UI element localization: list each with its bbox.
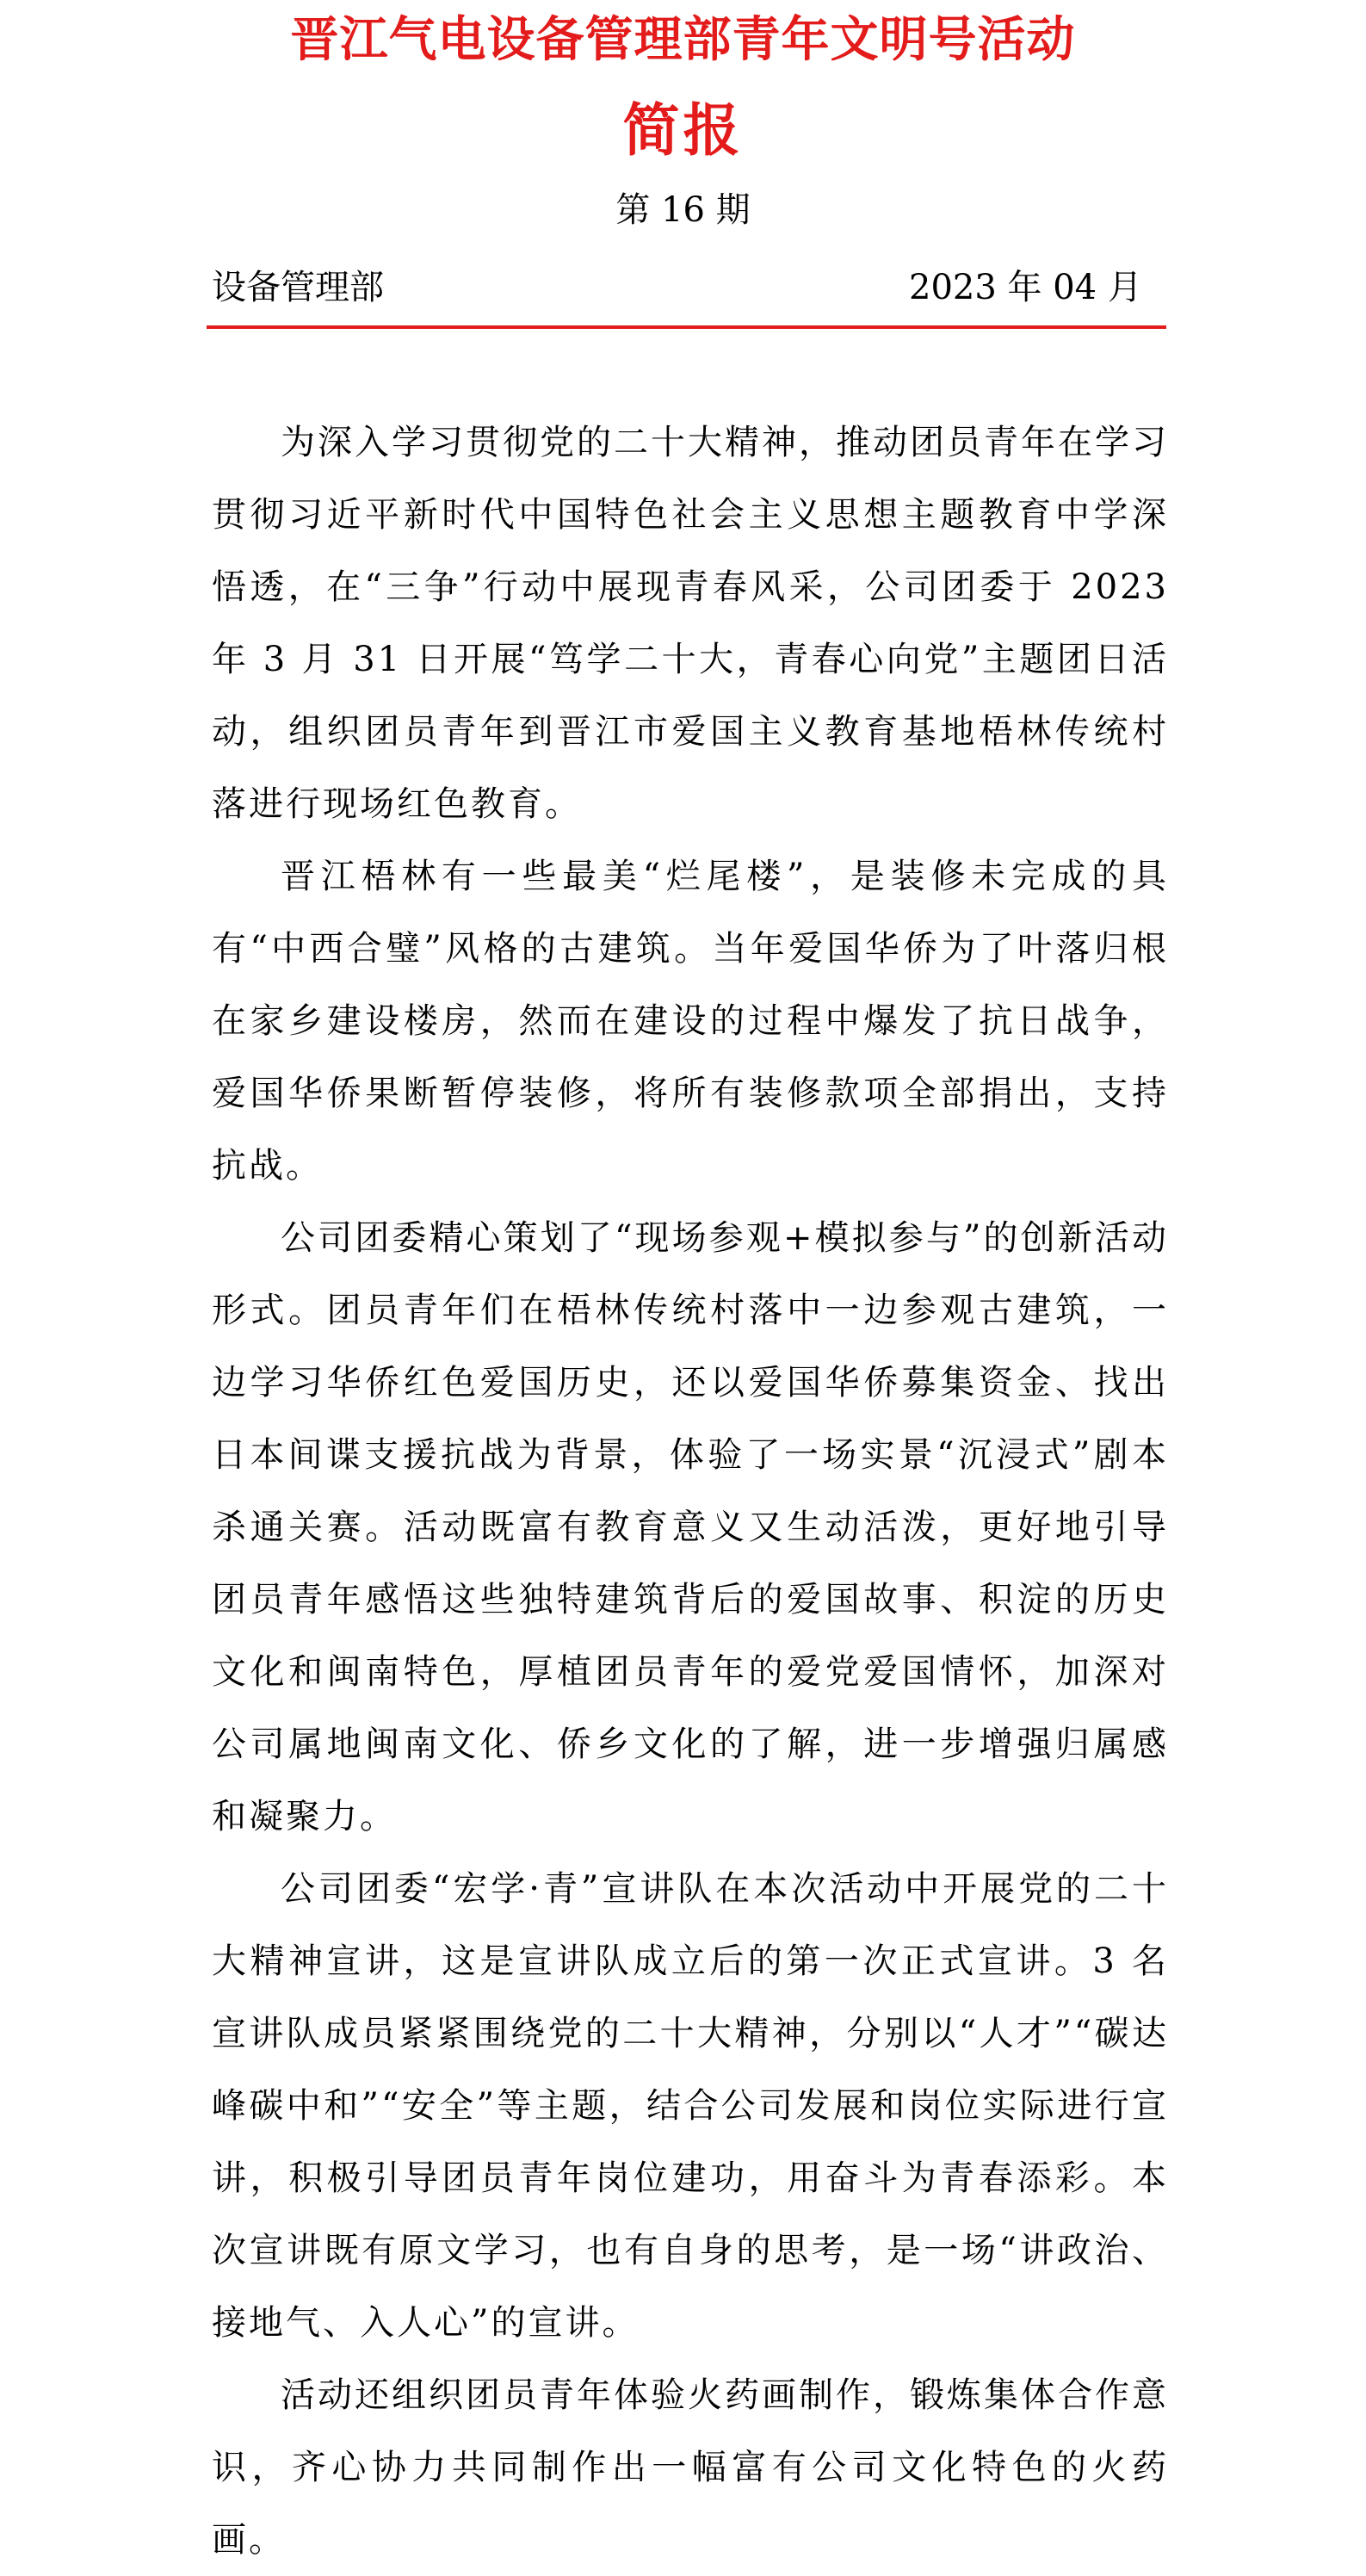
- bulletin-title: 晋江气电设备管理部青年文明号活动: [290, 11, 1076, 68]
- article-body: [212, 406, 1169, 2576]
- issue-number: 第 16 期: [615, 190, 751, 230]
- paragraph-4: 公司团委“宏学·青”宣讲队在本次活动中开展党的二十大精神宣讲，这是宣讲队成立后的第一次正式宣讲。3 名宣讲队成员紧紧围绕党的二十大精神，分别以“人才”“碳达峰碳中和”“安全”等主题，结合公司发展和岗位实际进行宣讲，积极引导团员青年岗位建功，用奋斗为青春添彩。本次宣讲既有原文学习，也有自身的思考，是一场“讲政治、接地气、入人心”的宣讲。: [212, 1869, 1169, 2343]
- bulletin-subtitle: 简报: [622, 96, 744, 164]
- paragraph-2: 晋江梧林有一些最美“烂尾楼”，是装修未完成的具有“中西合璧”风格的古建筑。当年爱国华侨为了叶落归根在家乡建设楼房，然而在建设的过程中爆发了抗日战争，爱国华侨果断暂停装修，将所有装修款项全部捐出，支持抗战。: [212, 857, 1169, 1186]
- publish-date: 2023 年 04 月: [909, 268, 1142, 307]
- paragraph-3: 公司团委精心策划了“现场参观+模拟参与”的创新活动形式。团员青年们在梧林传统村落中一边参观古建筑，一边学习华侨红色爱国历史，还以爱国华侨募集资金、找出日本间谍支援抗战为背景，体验了一场实景“沉浸式”剧本杀通关赛。活动既富有教育意义又生动活泼，更好地引导团员青年感悟这些独特建筑背后的爱国故事、积淀的历史文化和闽南特色，厚植团员青年的爱党爱国情怀，加深对公司属地闽南文化、侨乡文化的了解，进一步增强归属感和凝聚力。: [212, 1218, 1169, 1836]
- header-divider: [207, 325, 1166, 329]
- paragraph-1: 为深入学习贯彻党的二十大精神，推动团员青年在学习贯彻习近平新时代中国特色社会主义思想主题教育中学深悟透，在“三争”行动中展现青春风采，公司团委于 2023 年 3 月 31 日开展“笃学二十大，青春心向党”主题团日活动，组织团员青年到晋江市爱国主义教育基地梧林传统村落进行现场红色教育。: [212, 423, 1169, 824]
- paragraph-5: 活动还组织团员青年体验火药画制作，锻炼集体合作意识，齐心协力共同制作出一幅富有公司文化特色的火药画。: [212, 2375, 1169, 2560]
- department-label: 设备管理部: [212, 268, 384, 307]
